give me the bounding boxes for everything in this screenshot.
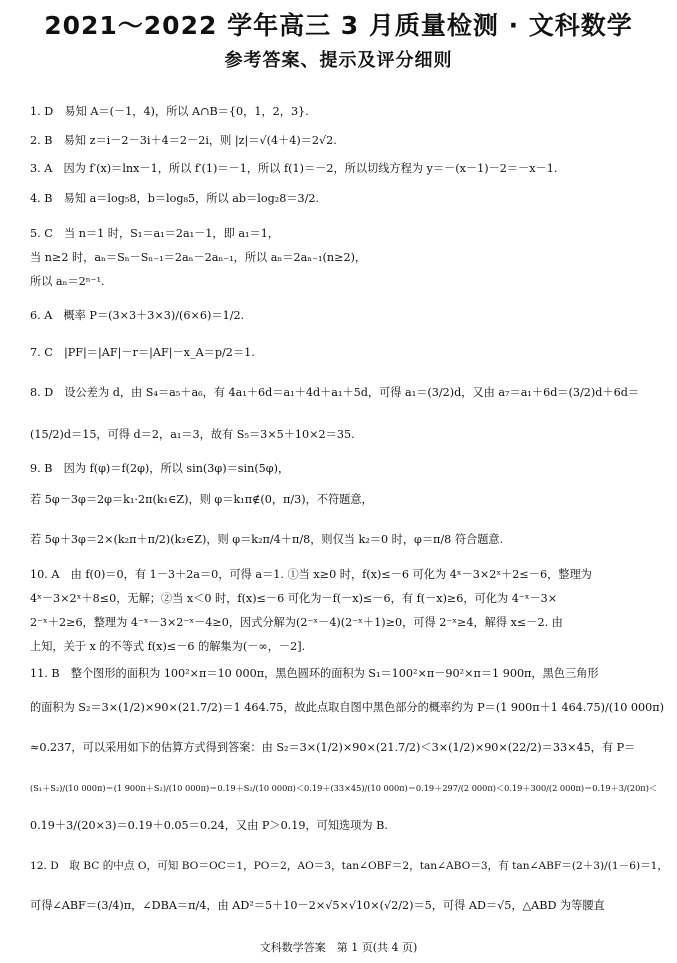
answer-line: 若 5φ－3φ＝2φ＝k₁·2π(k₁∈Z)，则 φ＝k₁π∉(0，π/3)，不符题意，	[30, 493, 373, 506]
answer-line: 当 n≥2 时，aₙ＝Sₙ－Sₙ₋₁＝2aₙ－2aₙ₋₁，所以 aₙ＝2aₙ₋₁(n≥2)，	[30, 251, 367, 264]
answer-line: 7. C |PF|＝|AF|－r＝|AF|－x_A＝p/2＝1.	[30, 346, 255, 359]
page-subtitle: 参考答案、提示及评分细则	[224, 50, 453, 71]
answer-line: 6. A 概率 P＝(3×3＋3×3)/(6×6)＝1/2.	[30, 309, 245, 322]
answer-line: 4. B 易知 a＝log₅8，b＝log₈5，所以 ab＝log₂8＝3/2.	[30, 192, 320, 205]
answer-line: 0.19＋3/(20×3)＝0.19＋0.05＝0.24，又由 P＞0.19，可知选项为 B.	[30, 819, 388, 832]
answer-line: (15/2)d＝15，可得 d＝2，a₁＝3，故有 S₅＝3×5＋10×2＝35.	[30, 428, 355, 441]
answer-line: 4ˣ－3×2ˣ＋8≤0，无解；②当 x＜0 时，f(x)≤－6 可化为－f(－x)≤－6，有 f(－x)≥6，可化为 4⁻ˣ－3×	[30, 592, 558, 605]
answer-line: 所以 aₙ＝2ⁿ⁻¹.	[30, 275, 105, 288]
answer-line: 10. A 由 f(0)＝0，有 1－3＋2a＝0，可得 a＝1. ①当 x≥0 时，f(x)≤－6 可化为 4ˣ－3×2ˣ＋2≤－6，整理为	[30, 568, 592, 581]
answer-line: 2. B 易知 z＝i－2－3i＋4＝2－2i，则 |z|＝√(4＋4)＝2√2.	[30, 134, 337, 147]
answer-line: 3. A 因为 f′(x)＝lnx－1，所以 f′(1)＝－1，所以 f(1)＝－2，所以切线方程为 y＝－(x－1)－2＝－x－1.	[30, 162, 558, 175]
answer-line: 2⁻ˣ＋2≥6，整理为 4⁻ˣ－3×2⁻ˣ－4≥0，因式分解为(2⁻ˣ－4)(2⁻ˣ＋1)≥0，可得 2⁻ˣ≥4，解得 x≤－2. 由	[30, 616, 563, 629]
answer-line: 8. D 设公差为 d，由 S₄＝a₅＋a₆，有 4a₁＋6d＝a₁＋4d＋a₁＋5d，可得 a₁＝(3/2)d，又由 a₇＝a₁＋6d＝(3/2)d＋6d＝	[30, 386, 640, 399]
answer-line: (S₁＋S₂)/(10 000π)＝(1 900π＋S₂)/(10 000π)＝0.19＋S₂/(10 000π)＜0.19＋(33×45)/(10 000π)＝0.19＋297/(2 000π)＜0.19＋300/(2 000π)＝0.19＋3/(20π)＜	[30, 783, 658, 793]
answer-line: 11. B 整个图形的面积为 100²×π＝10 000π，黑色圆环的面积为 S₁＝100²×π－90²×π＝1 900π，黑色三角形	[30, 667, 599, 680]
answer-line: 的面积为 S₂＝3×(1/2)×90×(21.7/2)＝1 464.75，故此点取自图中黑色部分的概率约为 P＝(1 900π＋1 464.75)/(10 000π)	[30, 701, 664, 714]
answer-line: 1. D 易知 A＝(－1，4)，所以 A∩B＝{0，1，2，3}.	[30, 105, 309, 118]
page-footer: 文科数学答案 第 1 页(共 4 页)	[259, 941, 418, 954]
answer-line: 上知，关于 x 的不等式 f(x)≤－6 的解集为(－∞，－2].	[30, 640, 306, 653]
answer-line: ≈0.237，可以采用如下的估算方式得到答案：由 S₂＝3×(1/2)×90×(21.7/2)＜3×(1/2)×90×(22/2)＝33×45，有 P＝	[30, 741, 636, 754]
answer-line: 12. D 取 BC 的中点 O，可知 BO＝OC＝1，PO＝2，AO＝3，tan∠OBF＝2，tan∠ABO＝3，有 tan∠ABF＝(2＋3)/(1－6)＝1，	[30, 860, 669, 872]
answer-line: 9. B 因为 f(φ)＝f(2φ)，所以 sin(3φ)＝sin(5φ)，	[30, 462, 290, 475]
answer-line: 5. C 当 n＝1 时，S₁＝a₁＝2a₁－1，即 a₁＝1，	[30, 227, 279, 240]
page-title: 2021～2022 学年高三 3 月质量检测 · 文科数学	[44, 11, 633, 40]
answer-line: 若 5φ＋3φ＝2×(k₂π＋π/2)(k₂∈Z)，则 φ＝k₂π/4＋π/8，则仅当 k₂＝0 时，φ＝π/8 符合题意.	[30, 533, 504, 546]
answer-line: 可得∠ABF＝(3/4)π，∠DBA＝π/4，由 AD²＝5＋10－2×√5×√10×(√2/2)＝5，可得 AD＝√5，△ABD 为等腰直	[30, 899, 605, 912]
